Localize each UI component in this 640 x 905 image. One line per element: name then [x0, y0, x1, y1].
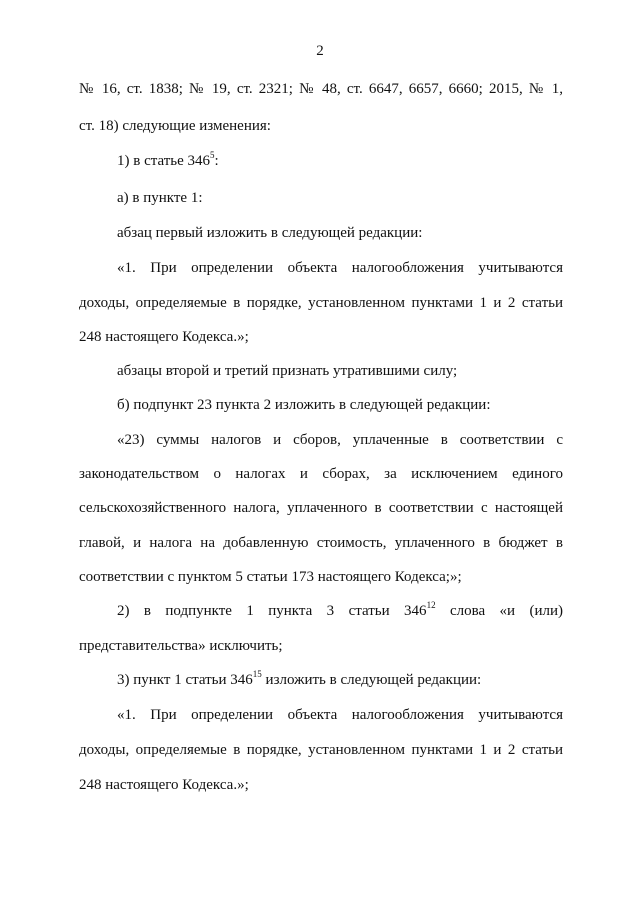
paragraph-line: «1. При определении объекта налогообложения учитываются [117, 707, 563, 723]
paragraph-line: 248 настоящего Кодекса.»; [79, 329, 249, 345]
paragraph-line [117, 671, 481, 689]
paragraph-line: доходы, определяемые в порядке, установленном пунктами 1 и 2 статьи [79, 295, 563, 311]
paragraph-text: слова «и (или) [435, 603, 563, 619]
paragraph-line: 248 настоящего Кодекса.»; [79, 777, 249, 793]
paragraph-text: 3) пункт 1 статьи 346 [117, 672, 253, 688]
paragraph-line: представительства» исключить; [79, 638, 283, 654]
paragraph-line: соответствии с пунктом 5 статьи 173 настоящего Кодекса;»; [79, 569, 462, 585]
paragraph-line: законодательством о налогах и сборах, за исключением единого [79, 466, 563, 482]
page-number: 2 [316, 43, 324, 59]
paragraph-text: 2) в подпункте 1 пункта 3 статьи 346 [117, 603, 427, 619]
paragraph-line: б) подпункт 23 пункта 2 изложить в следующей редакции: [117, 397, 491, 413]
paragraph-line [117, 602, 563, 620]
paragraph-text: : [214, 153, 219, 169]
superscript: 5 [210, 150, 215, 160]
paragraph-line: сельскохозяйственного налога, уплаченного в соответствии с настоящей [79, 500, 563, 516]
paragraph-line: доходы, определяемые в порядке, установленном пунктами 1 и 2 статьи [79, 742, 563, 758]
paragraph-line: «1. При определении объекта налогообложения учитываются [117, 260, 563, 276]
paragraph-text: изложить в следующей редакции: [261, 672, 482, 688]
paragraph-line: абзацы второй и третий признать утратившими силу; [117, 363, 458, 379]
superscript: 15 [252, 669, 262, 679]
paragraph-line: «23) суммы налогов и сборов, уплаченные в соответствии с [117, 432, 563, 448]
paragraph-text: 1) в статье 346 [117, 153, 211, 169]
superscript: 12 [426, 600, 436, 610]
paragraph-line [117, 152, 219, 170]
paragraph-line: ст. 18) следующие изменения: [79, 118, 271, 134]
paragraph-line: абзац первый изложить в следующей редакции: [117, 225, 423, 241]
paragraph-line: № 16, ст. 1838; № 19, ст. 2321; № 48, ст. 6647, 6657, 6660; 2015, № 1, [79, 81, 563, 97]
paragraph-line: а) в пункте 1: [117, 190, 203, 206]
paragraph-line: главой, и налога на добавленную стоимость, уплаченного в бюджет в [79, 535, 563, 551]
